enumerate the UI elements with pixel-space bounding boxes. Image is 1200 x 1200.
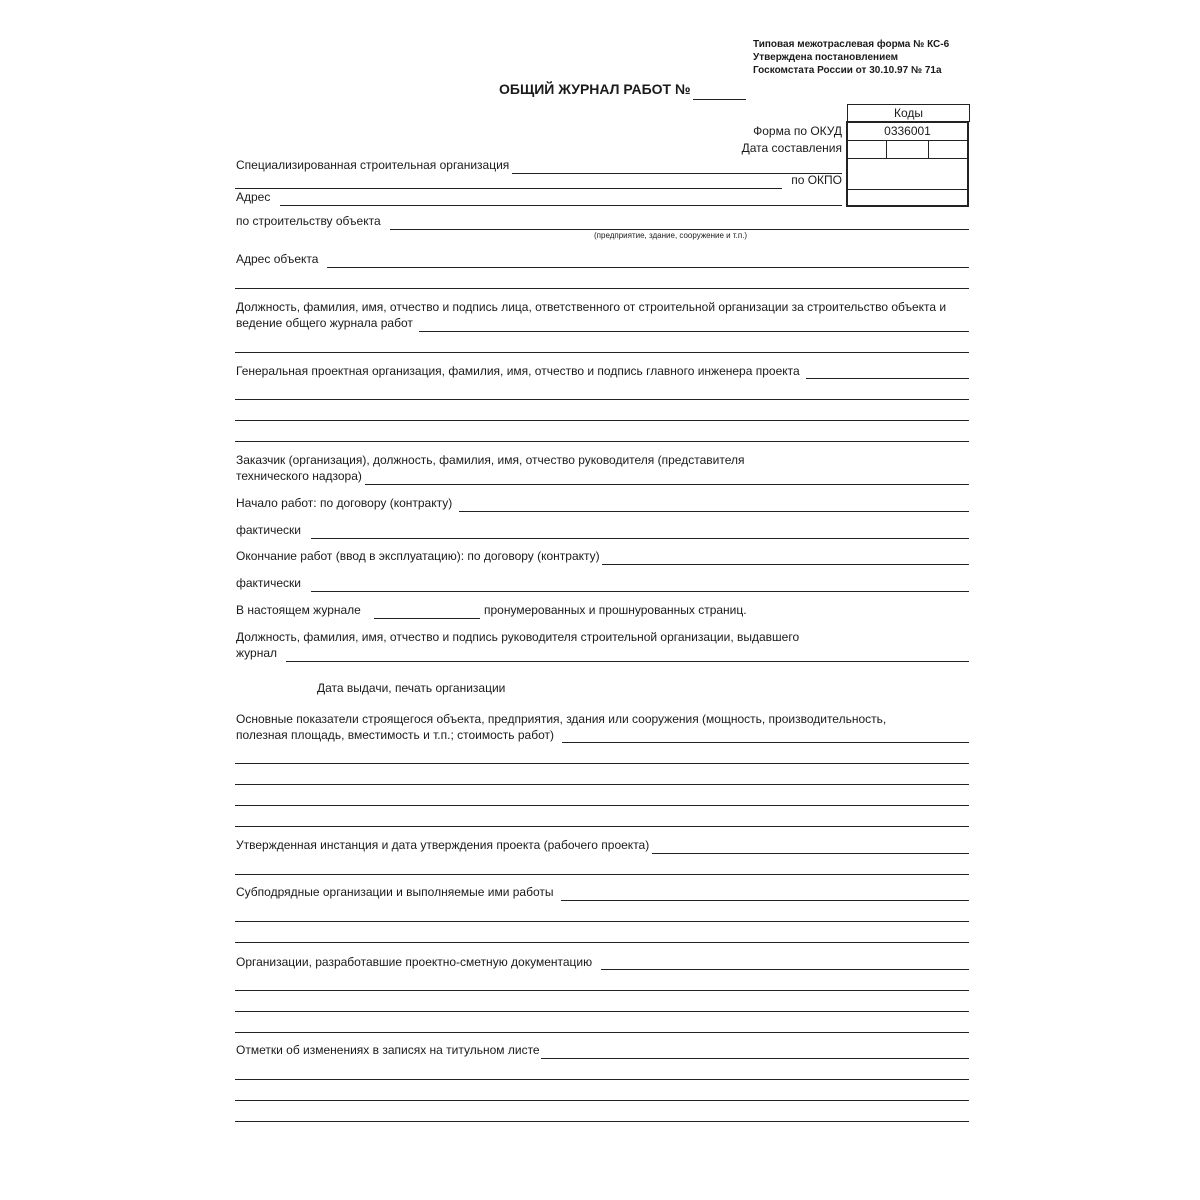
okpo-label: по ОКПО xyxy=(791,173,842,187)
date-code-cell[interactable] xyxy=(848,141,967,159)
pages-label: В настоящем журнале xyxy=(236,603,361,617)
okpo-code-cell[interactable] xyxy=(848,159,967,190)
address-label: Адрес xyxy=(236,190,271,204)
form-decree-line: Госкомстата России от 30.10.97 № 71а xyxy=(753,65,942,76)
object-address-label: Адрес объекта xyxy=(236,252,319,266)
general-design-field-4[interactable] xyxy=(235,441,969,442)
customer-label: Заказчик (организация), должность, фамилия, имя, отчество руководителя (представителя xyxy=(236,453,745,467)
designers-field-4[interactable] xyxy=(235,1032,969,1033)
org-field-continued[interactable] xyxy=(235,188,782,189)
start-actual-label: фактически xyxy=(236,523,302,537)
designers-field[interactable] xyxy=(601,969,969,970)
responsible-field-continued[interactable] xyxy=(235,352,969,353)
end-contract-field[interactable] xyxy=(602,564,969,565)
page-title: ОБЩИЙ ЖУРНАЛ РАБОТ № xyxy=(499,81,691,97)
changes-field[interactable] xyxy=(541,1058,969,1059)
general-design-field-2[interactable] xyxy=(235,399,969,400)
date-divider xyxy=(886,141,887,158)
indicators-field[interactable] xyxy=(562,742,969,743)
object-address-field[interactable] xyxy=(327,267,969,268)
object-hint: (предприятие, здание, сооружение и т.п.) xyxy=(594,231,748,240)
okud-code-cell: 0336001 xyxy=(848,123,967,141)
org-label: Специализированная строительная организация xyxy=(236,158,510,172)
form-approval-line: Утверждена постановлением xyxy=(753,52,899,63)
end-actual-field[interactable] xyxy=(311,591,969,592)
org-field[interactable] xyxy=(512,173,842,174)
start-contract-label: Начало работ: по договору (контракту) xyxy=(236,496,453,510)
responsible-field[interactable] xyxy=(419,331,969,332)
journal-number-field[interactable] xyxy=(693,99,746,100)
changes-field-2[interactable] xyxy=(235,1079,969,1080)
start-actual-field[interactable] xyxy=(311,538,969,539)
general-design-field-3[interactable] xyxy=(235,420,969,421)
indicators-field-3[interactable] xyxy=(235,784,969,785)
start-contract-field[interactable] xyxy=(459,511,969,512)
customer-field[interactable] xyxy=(365,484,969,485)
object-label: по строительству объекта xyxy=(236,214,381,228)
codes-heading: Коды xyxy=(847,104,970,122)
responsible-label-continued: ведение общего журнала работ xyxy=(236,316,413,330)
changes-field-4[interactable] xyxy=(235,1121,969,1122)
general-design-field[interactable] xyxy=(806,378,969,379)
changes-label: Отметки об изменениях в записях на титульном листе xyxy=(236,1043,540,1057)
issue-date-label: Дата выдачи, печать организации xyxy=(317,681,506,695)
changes-field-3[interactable] xyxy=(235,1100,969,1101)
approved-field[interactable] xyxy=(652,853,969,854)
indicators-label-continued: полезная площадь, вместимость и т.п.; стоимость работ) xyxy=(236,728,555,742)
indicators-label: Основные показатели строящегося объекта, предприятия, здания или сооружения (мощность, производительность, xyxy=(236,712,887,726)
issuer-field[interactable] xyxy=(286,661,969,662)
object-field[interactable] xyxy=(390,229,969,230)
subcontractors-field-2[interactable] xyxy=(235,921,969,922)
customer-label-continued: технического надзора) xyxy=(236,469,362,483)
pages-label-continued: пронумерованных и прошнурованных страниц. xyxy=(484,603,747,617)
codes-table xyxy=(846,121,969,207)
responsible-label: Должность, фамилия, имя, отчество и подпись лица, ответственного от строительной организации за строительство объекта и xyxy=(236,300,947,314)
end-actual-label: фактически xyxy=(236,576,302,590)
issuer-label-continued: журнал xyxy=(236,646,278,660)
subcontractors-field-3[interactable] xyxy=(235,942,969,943)
indicators-field-4[interactable] xyxy=(235,805,969,806)
designers-field-2[interactable] xyxy=(235,990,969,991)
designers-field-3[interactable] xyxy=(235,1011,969,1012)
form-header xyxy=(753,38,949,77)
issuer-label: Должность, фамилия, имя, отчество и подпись руководителя строительной организации, выдавшего xyxy=(236,630,800,644)
pages-count-field[interactable] xyxy=(374,618,480,619)
date-label: Дата составления xyxy=(741,141,842,155)
approved-field-2[interactable] xyxy=(235,874,969,875)
address-field[interactable] xyxy=(280,205,842,206)
indicators-field-5[interactable] xyxy=(235,826,969,827)
okud-label: Форма по ОКУД xyxy=(753,124,842,138)
indicators-field-2[interactable] xyxy=(235,763,969,764)
object-address-field-continued[interactable] xyxy=(235,288,969,289)
designers-label: Организации, разработавшие проектно-сметную документацию xyxy=(236,955,593,969)
subcontractors-label: Субподрядные организации и выполняемые ими работы xyxy=(236,885,554,899)
date-divider xyxy=(928,141,929,158)
approved-label: Утвержденная инстанция и дата утверждения проекта (рабочего проекта) xyxy=(236,838,650,852)
form-type-line: Типовая межотраслевая форма № КС-6 xyxy=(753,39,950,50)
subcontractors-field[interactable] xyxy=(561,900,969,901)
general-design-label: Генеральная проектная организация, фамилия, имя, отчество и подпись главного инженера проекта xyxy=(236,364,800,378)
end-contract-label: Окончание работ (ввод в эксплуатацию): по договору (контракту) xyxy=(236,549,600,563)
